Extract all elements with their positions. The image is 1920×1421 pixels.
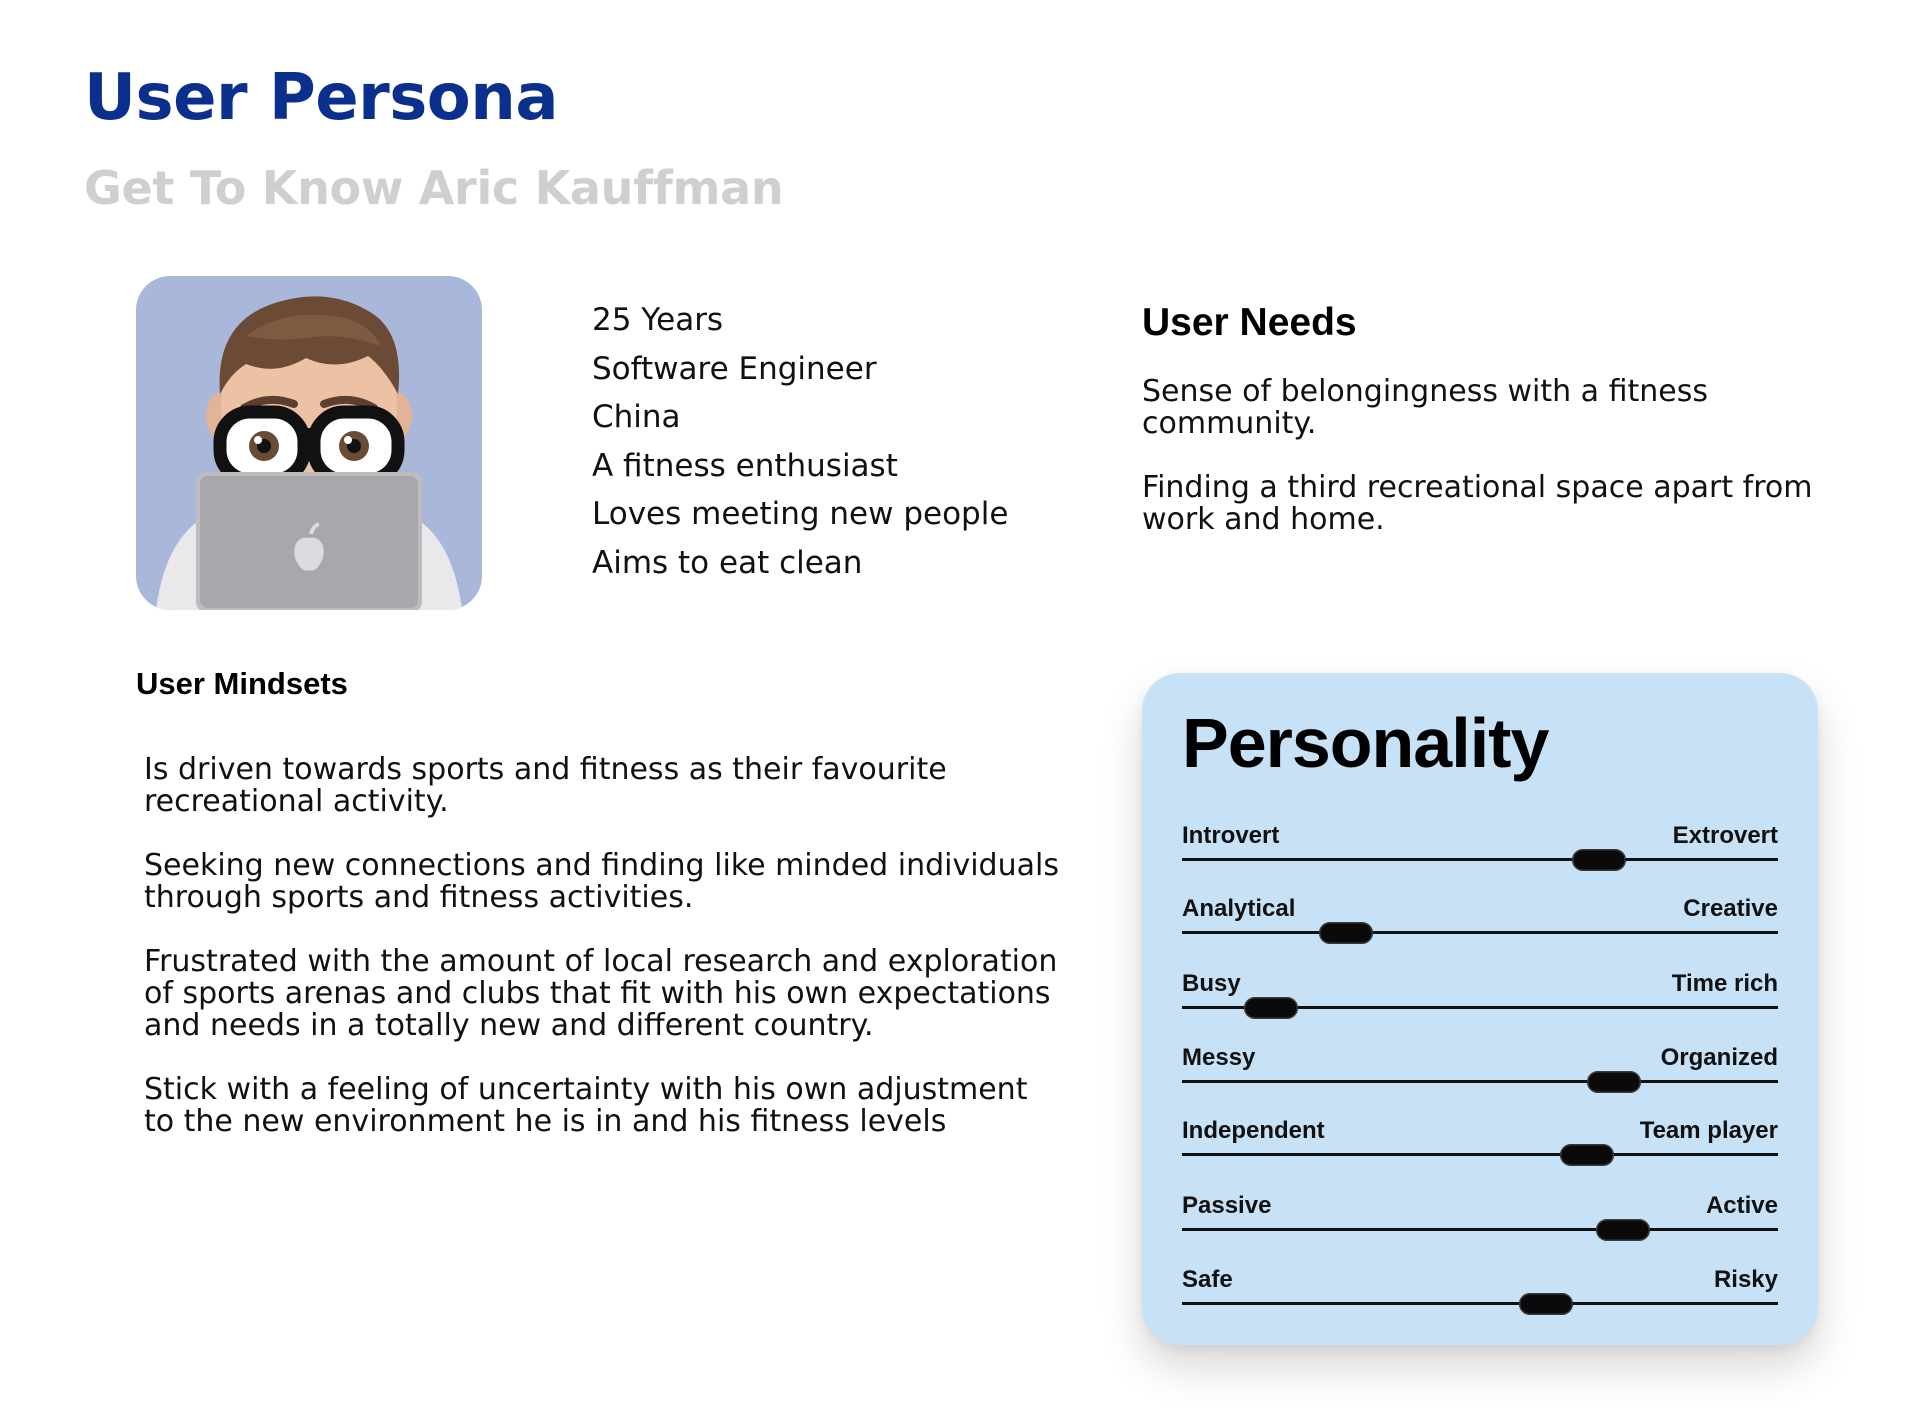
trait-left-label: Busy [1182,970,1241,997]
page-title: User Persona [84,61,558,135]
trait-knob [1519,1293,1573,1315]
trait-knob [1596,1219,1650,1241]
user-mindset-item: Is driven towards sports and fitness as their favourite recreational activity. [144,752,947,819]
personality-heading: Personality [1182,704,1549,782]
trait-track [1182,1228,1778,1231]
trait-track [1182,1153,1778,1156]
trait-track [1182,858,1778,861]
fact-interest: A fitness enthusiast [592,447,898,484]
user-needs-list [1142,376,1862,568]
fact-occupation: Software Engineer [592,350,877,387]
fact-age: 25 Years [592,302,724,338]
trait-track [1182,1302,1778,1305]
trait-right-label: Active [1705,1192,1778,1219]
trait-knob [1560,1144,1614,1166]
trait-right-label: Team player [1639,1117,1778,1144]
trait-slider-messy-organized [1182,1044,1778,1084]
personality-card [1142,673,1818,1345]
trait-track [1182,1080,1778,1083]
trait-slider-safe-risky [1182,1266,1778,1306]
trait-right-label: Organized [1660,1044,1778,1071]
trait-slider-passive-active [1182,1192,1778,1232]
fact-social: Loves meeting new people [592,496,1009,532]
trait-slider-busy-time-rich [1182,970,1778,1010]
trait-slider-independent-team-player [1182,1117,1778,1157]
trait-slider-analytical-creative [1182,895,1778,935]
trait-left-label: Introvert [1182,822,1280,849]
user-need-item: Sense of belongingness with a fitness community. [1142,374,1708,441]
fact-country: China [592,399,681,435]
trait-knob [1572,849,1626,871]
trait-knob [1587,1071,1641,1093]
persona-facts-list [592,296,1008,587]
trait-right-label: Risky [1713,1266,1778,1293]
trait-right-label: Extrovert [1672,822,1778,849]
trait-right-label: Time rich [1671,970,1778,997]
user-mindset-item: Seeking new connections and finding like minded individuals through sports and fitness activities. [144,848,1059,915]
user-mindset-item: Stick with a feeling of uncertainty with his own adjustment to the new environment he is in and his fitness levels [144,1072,1028,1139]
trait-left-label: Analytical [1182,895,1296,922]
user-mindsets-heading: User Mindsets [136,666,348,701]
trait-left-label: Passive [1182,1192,1272,1219]
trait-knob [1244,997,1298,1019]
trait-left-label: Safe [1182,1266,1233,1293]
user-need-item: Finding a third recreational space apart from work and home. [1142,470,1813,537]
user-needs-heading: User Needs [1142,301,1357,344]
trait-knob [1319,922,1373,944]
trait-left-label: Independent [1182,1117,1325,1144]
memoji-avatar-with-laptop-icon [136,276,482,610]
trait-right-label: Creative [1683,895,1778,922]
user-mindset-item: Frustrated with the amount of local research and exploration of sports arenas and clubs that fit with his own expectations and needs in a totally new and different country. [144,944,1058,1043]
fact-diet: Aims to eat clean [592,544,863,581]
user-mindsets-list [144,754,1064,1170]
trait-left-label: Messy [1182,1044,1256,1071]
page-subtitle: Get To Know Aric Kauffman [84,161,784,215]
avatar [136,276,482,610]
trait-slider-introvert-extrovert [1182,822,1778,862]
trait-track [1182,931,1778,934]
